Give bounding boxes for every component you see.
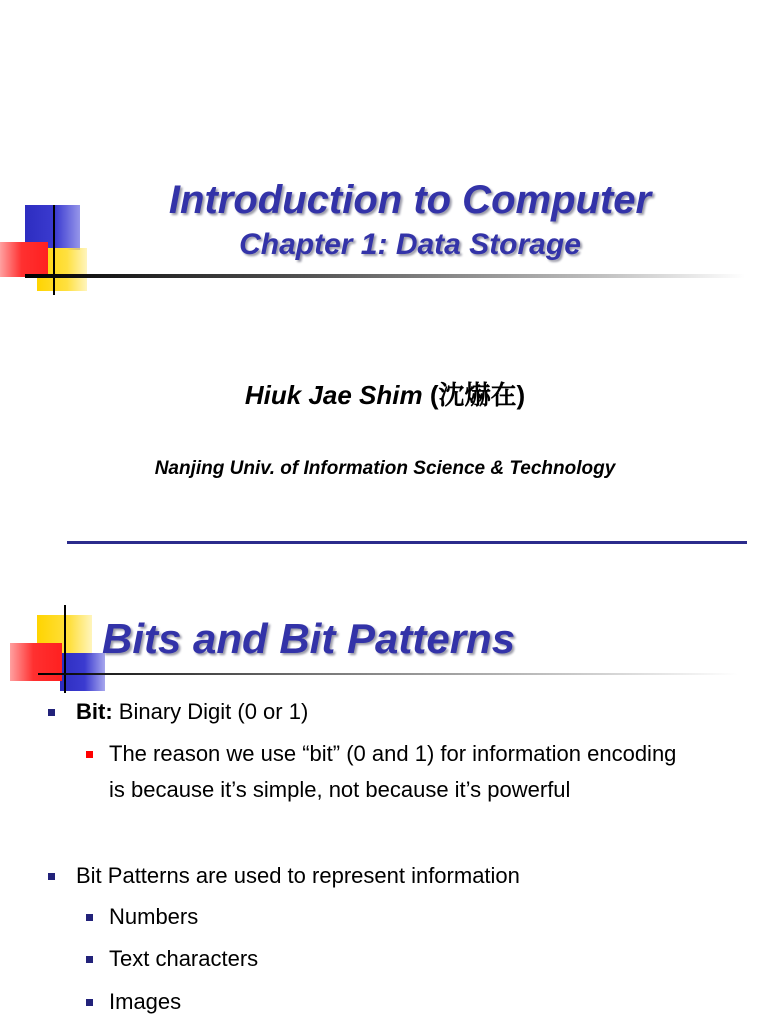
sub-bullet-square-icon xyxy=(86,956,93,963)
red-square-shape xyxy=(10,643,62,681)
slide-divider xyxy=(67,541,747,544)
slide-subtitle: Chapter 1: Data Storage xyxy=(239,228,581,261)
bullet-bit xyxy=(76,694,308,730)
author-name: Hiuk Jae Shim xyxy=(244,380,423,410)
sub-bullet-square-icon xyxy=(86,999,93,1006)
bullet-square-icon xyxy=(48,873,55,880)
title-underline xyxy=(25,274,745,278)
vertical-line xyxy=(64,605,66,693)
reason-line-1: The reason we use “bit” (0 and 1) for information encoding xyxy=(109,741,677,766)
bit-term: Bit: xyxy=(76,699,113,724)
bullet-square-icon xyxy=(48,709,55,716)
list-item: Images xyxy=(109,989,182,1014)
bit-definition: Binary Digit (0 or 1) xyxy=(118,699,309,724)
author-line xyxy=(0,375,768,412)
affiliation: Nanjing Univ. of Information Science & Technology xyxy=(154,458,616,479)
slide-heading: Bits and Bit Patterns xyxy=(102,615,516,662)
sub-bullet-square-icon xyxy=(86,751,93,758)
blue-square-shape xyxy=(60,653,105,691)
author-native-name: (沈爀在) xyxy=(429,380,526,410)
list-item: Numbers xyxy=(109,904,199,929)
bullet-patterns: Bit Patterns are used to represent information xyxy=(76,863,520,888)
sub-bullet-square-icon xyxy=(86,914,93,921)
list-item: Text characters xyxy=(109,946,259,971)
heading-underline xyxy=(38,673,738,675)
slide-title: Introduction to Computer xyxy=(168,178,652,222)
reason-line-2: is because it’s simple, not because it’s powerful xyxy=(109,777,571,802)
heading-decoration xyxy=(0,605,110,700)
